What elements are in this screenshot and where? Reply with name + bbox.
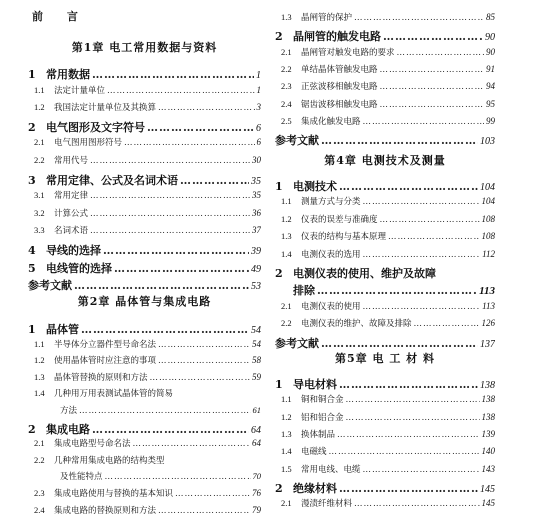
entry-number: 4 (28, 244, 36, 257)
entry-number: 1 (28, 323, 36, 336)
dot-leader (105, 472, 251, 482)
dot-leader (114, 262, 249, 275)
toc-entry (275, 11, 495, 23)
toc-entry (275, 480, 495, 496)
entry-title: 法定计量单位 (54, 85, 106, 96)
entry-number: 1.2 (281, 411, 292, 422)
entry-title: 测量方式与分类 (301, 197, 361, 208)
dot-leader (74, 279, 249, 292)
entry-title: 常用定律 (54, 191, 89, 202)
page-number: 138 (481, 411, 495, 422)
page-number: 58 (252, 355, 261, 366)
page-number: 35 (251, 175, 261, 187)
toc-entry (28, 338, 261, 350)
toc-entry (28, 242, 261, 258)
dot-leader (354, 499, 479, 509)
entry-title: 常用数据 (46, 68, 90, 81)
page-number: 59 (252, 371, 261, 382)
dot-leader (90, 191, 250, 201)
page-number: 90 (485, 32, 495, 44)
toc-entry (275, 376, 495, 392)
entry-title: 电测技术 (293, 180, 337, 193)
toc-entry (275, 248, 495, 260)
entry-title: 铜和铜合金 (301, 395, 344, 406)
dot-leader (124, 138, 254, 148)
entry-title: 排除 (293, 284, 315, 298)
dot-leader (180, 174, 249, 187)
toc-entry (28, 207, 261, 219)
entry-number: 3.3 (34, 225, 45, 236)
entry-title: 导线的选择 (46, 244, 101, 257)
entry-title: 几种常用集成电路的结构类型 (54, 455, 165, 466)
page-number: 70 (252, 471, 261, 482)
dot-leader (81, 323, 249, 336)
page-number: 6 (256, 122, 261, 134)
toc-entry (28, 136, 261, 148)
page-number: 1 (256, 70, 261, 81)
toc-entry (275, 411, 495, 423)
entry-title: 电气图用图形符号 (54, 138, 123, 149)
page-number: 35 (252, 190, 261, 201)
entry-number: 1.2 (281, 213, 292, 224)
dot-leader (363, 250, 481, 260)
page-number: 94 (486, 81, 495, 92)
toc-entry (275, 445, 495, 457)
entry-number: 2.3 (34, 488, 45, 498)
entry-title: 集成电路型号命名法 (54, 439, 131, 450)
entry-number: 1 (275, 378, 283, 391)
entry-number: 2.2 (34, 454, 45, 465)
entry-number: 1.1 (281, 394, 292, 405)
entry-number: 2.2 (281, 318, 292, 329)
dot-leader (79, 406, 250, 416)
dot-leader (158, 356, 250, 366)
entry-number: 1 (28, 68, 36, 81)
entry-title: 电气图形及文字符号 (46, 120, 145, 134)
entry-number: 1.5 (281, 463, 292, 474)
chapter-4-heading: 第4章 电测技术及测量 (324, 154, 446, 167)
toc-entry (275, 46, 495, 58)
page-number: 145 (480, 483, 495, 495)
dot-leader (346, 395, 480, 405)
entry-title: 电测仪表的选用 (301, 249, 361, 260)
dot-leader (133, 439, 250, 449)
toc-entry (275, 497, 495, 509)
entry-title: 我国法定计量单位及其换算 (54, 103, 157, 114)
page-number: 91 (486, 63, 495, 74)
entry-title: 晶体管 (46, 323, 79, 336)
page-number: 113 (479, 285, 495, 298)
entry-number: 2.4 (281, 98, 292, 109)
chapter-5-heading: 第5章 电 工 材 料 (335, 352, 435, 365)
page-number: 108 (481, 213, 495, 224)
references-entry (275, 132, 495, 148)
entry-title: 漫渍纤维材料 (301, 499, 353, 510)
dot-leader (90, 156, 250, 166)
page-number: 85 (486, 12, 495, 22)
dot-leader (90, 209, 250, 219)
toc-entry (275, 282, 495, 298)
dot-leader (339, 180, 478, 193)
entry-title: 晶闸管的触发电路 (293, 30, 381, 44)
toc-entry (28, 504, 261, 516)
toc-entry (275, 428, 495, 440)
toc-entry (28, 101, 261, 113)
entry-title: 集成电路的替换原则和方法 (54, 505, 157, 516)
dot-leader (380, 82, 484, 92)
toc-entry (275, 80, 495, 92)
toc-entry (28, 189, 261, 201)
dot-leader (414, 319, 480, 329)
toc-entry (275, 393, 495, 405)
entry-title: 晶体管替换的原则和方法 (54, 372, 148, 383)
dot-leader (363, 117, 484, 127)
toc-entry (28, 260, 261, 276)
entry-number: 2.2 (34, 155, 45, 165)
page-number: 99 (486, 115, 495, 126)
entry-title: 电磁线 (301, 447, 327, 458)
page-number: 138 (481, 394, 495, 405)
toc-entry (275, 28, 495, 44)
entry-title: 参考文献 (275, 134, 319, 148)
entry-number: 2 (28, 120, 36, 134)
dot-leader (363, 197, 480, 207)
page-number: 6 (256, 137, 261, 148)
toc-entry (28, 119, 261, 135)
preface-heading: 前 言 (32, 10, 88, 23)
entry-number: 2.1 (281, 46, 292, 57)
dot-leader (147, 121, 254, 134)
entry-title: 参考文献 (28, 279, 72, 293)
entry-number: 1.1 (281, 196, 292, 207)
entry-title: 导电材料 (293, 378, 337, 391)
entry-number: 5 (28, 261, 36, 275)
page-number: 49 (251, 263, 261, 275)
entry-number: 3.1 (34, 190, 45, 201)
entry-title: 电测仪表的维护、故障及排除 (301, 319, 412, 330)
entry-title: 换体制品 (301, 429, 336, 440)
page-number: 138 (480, 380, 495, 391)
chapter-2-heading: 第2章 晶体管与集成电路 (77, 295, 212, 308)
dot-leader (346, 413, 480, 423)
entry-number: 1.3 (281, 12, 292, 22)
dot-leader (107, 86, 254, 96)
page-number: 39 (251, 246, 261, 257)
toc-entry (275, 178, 495, 194)
toc-entry (28, 437, 261, 449)
entry-number: 2.4 (34, 504, 45, 515)
entry-number: 2.5 (281, 115, 292, 126)
chapter-1-heading: 第1章 电工常用数据与资料 (71, 41, 218, 54)
dot-leader (383, 30, 483, 43)
toc-entry (275, 213, 495, 225)
page-number: 64 (251, 424, 261, 436)
entry-title: 几种用万用表测试晶体管的简易 (54, 389, 174, 400)
page-number: 126 (481, 318, 495, 329)
page-number: 79 (252, 504, 261, 515)
dot-leader (158, 506, 250, 516)
entry-number: 2 (275, 30, 283, 44)
entry-number: 2.1 (34, 438, 45, 449)
entry-title: 常用定律、公式及名词术语 (46, 173, 178, 187)
page-number: 64 (252, 438, 261, 449)
entry-number: 2.1 (281, 498, 292, 509)
dot-leader (329, 447, 480, 457)
entry-title: 半导体分立器件型号命名法 (54, 339, 157, 350)
toc-entry (275, 115, 495, 127)
entry-number: 1.3 (34, 371, 45, 382)
entry-number: 2.1 (281, 300, 292, 311)
entry-title: 集成电路 (46, 422, 90, 436)
dot-leader (397, 48, 484, 58)
toc-entry (28, 421, 261, 437)
entry-title: 集成化触发电路 (301, 116, 361, 127)
page-number: 143 (481, 463, 495, 474)
entry-number: 2.3 (281, 81, 292, 92)
dot-leader (363, 302, 481, 312)
entry-number: 2 (28, 422, 36, 436)
entry-title: 电线管的选择 (46, 261, 112, 275)
page-number: 104 (480, 182, 495, 193)
page-number: 53 (251, 281, 261, 293)
entry-title: 及性能特点 (60, 472, 103, 483)
page-number: 140 (481, 446, 495, 457)
entry-title: 使用晶体管时应注意的事项 (54, 356, 157, 367)
page-number: 54 (251, 325, 261, 336)
entry-number: 2.1 (34, 137, 45, 148)
toc-entry (275, 463, 495, 475)
toc-entry (28, 224, 261, 236)
page-number: 112 (482, 248, 495, 259)
toc-entry (275, 63, 495, 75)
page-number: 37 (252, 225, 261, 236)
dot-leader (380, 65, 484, 75)
entry-number: 2 (275, 267, 283, 280)
dot-leader (337, 430, 479, 440)
page-number: 90 (486, 46, 495, 57)
entry-title: 计算公式 (54, 208, 89, 219)
entry-title: 仪表的误差与准确度 (301, 214, 378, 225)
dot-leader (92, 423, 249, 436)
toc-entry (275, 317, 495, 329)
toc-entry (275, 98, 495, 110)
dot-leader (380, 215, 480, 225)
entry-title: 电测仪表的使用 (301, 301, 361, 312)
entry-number: 1.4 (281, 446, 292, 457)
page-number: 54 (252, 338, 261, 349)
entry-title: 常用代号 (54, 156, 89, 166)
entry-title: 参考文献 (275, 336, 319, 350)
toc-entry (28, 84, 261, 96)
entry-title: 集成电路使用与替换的基本知识 (54, 489, 174, 499)
entry-title: 正弦波移相触发电路 (301, 82, 378, 93)
entry-title: 名词术语 (54, 226, 89, 237)
entry-number: 2.2 (281, 63, 292, 74)
entry-number: 1.2 (34, 355, 45, 366)
toc-entry (28, 321, 261, 337)
toc-entry (28, 172, 261, 188)
toc-entry (28, 387, 261, 399)
references-entry (28, 277, 261, 293)
page-number: 108 (481, 231, 495, 242)
dot-leader (380, 100, 484, 110)
entry-title: 晶闸管对触发电路的要求 (301, 47, 395, 58)
toc-entry (28, 354, 261, 366)
dot-leader (354, 13, 484, 23)
toc-entry (28, 371, 261, 383)
entry-number: 3.2 (34, 207, 45, 218)
dot-leader (90, 226, 250, 236)
entry-title: 绝缘材料 (293, 481, 337, 495)
entry-number: 1.3 (281, 428, 292, 439)
entry-number: 3 (28, 173, 36, 187)
entry-title: 方法 (60, 406, 78, 416)
page-number: 3 (256, 102, 261, 113)
entry-number: 1.1 (34, 84, 45, 95)
toc-entry (28, 470, 261, 482)
dot-leader (363, 465, 480, 475)
entry-number: 1.2 (34, 102, 45, 113)
page-number: 61 (252, 405, 261, 415)
entry-number: 1.1 (34, 338, 45, 349)
dot-leader (158, 340, 250, 350)
page-number: 1 (256, 84, 261, 95)
dot-leader (317, 284, 477, 297)
entry-title: 单结晶体管触发电路 (301, 64, 378, 75)
page-number: 95 (486, 98, 495, 109)
page-number: 137 (480, 338, 495, 350)
entry-title: 常用电线、电缆 (301, 464, 361, 475)
entry-number: 1 (275, 180, 283, 193)
dot-leader (175, 489, 250, 499)
entry-title: 晶闸管的保护 (301, 13, 353, 23)
entry-title: 铝和铝合金 (301, 412, 344, 423)
toc-entry (275, 265, 495, 281)
page-number: 76 (252, 488, 261, 498)
dot-leader (339, 378, 478, 391)
dot-leader (321, 134, 478, 147)
entry-title: 仪表的结构与基本原理 (301, 232, 387, 243)
dot-leader (158, 103, 254, 113)
toc-entry (28, 454, 261, 466)
entry-title: 锯齿波移相触发电路 (301, 99, 378, 110)
references-entry (275, 335, 495, 351)
dot-leader (92, 68, 254, 81)
dot-leader (339, 482, 478, 495)
entry-number: 1.4 (281, 248, 292, 259)
toc-entry (28, 404, 261, 416)
entry-number: 1.4 (34, 388, 45, 399)
page-number: 139 (481, 428, 495, 439)
entry-number: 2 (275, 481, 283, 495)
toc-entry (275, 230, 495, 242)
dot-leader (103, 244, 249, 257)
page-number: 104 (481, 196, 495, 207)
toc-entry (275, 300, 495, 312)
page-number: 145 (481, 498, 495, 509)
toc-entry (28, 154, 261, 166)
page-number: 36 (252, 207, 261, 218)
toc-entry (28, 487, 261, 499)
dot-leader (150, 373, 250, 383)
toc-entry (275, 195, 495, 207)
entry-number: 1.3 (281, 231, 292, 242)
page-number: 113 (482, 300, 495, 311)
entry-title: 电测仪表的使用、维护及故障 (293, 267, 436, 280)
page-number: 103 (480, 136, 495, 148)
dot-leader (388, 232, 479, 242)
page-number: 30 (252, 155, 261, 165)
dot-leader (321, 337, 478, 350)
toc-entry (28, 66, 261, 82)
